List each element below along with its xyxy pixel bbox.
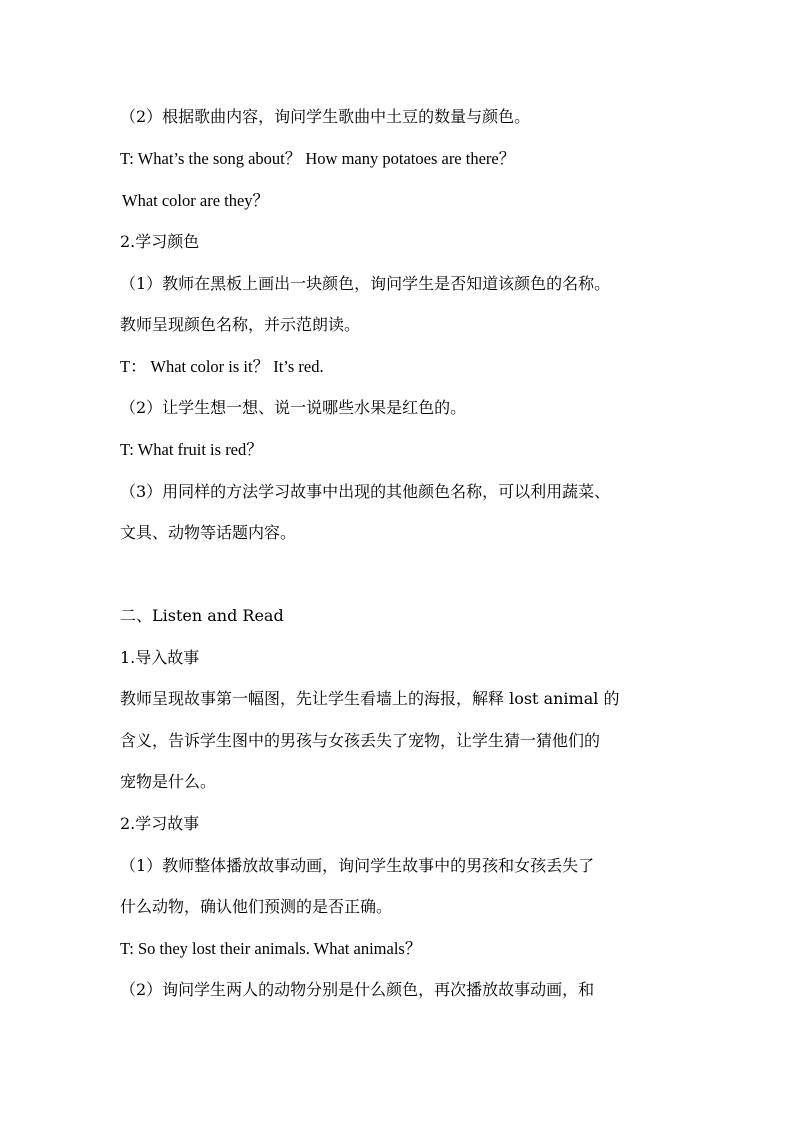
paragraph-line: 含义，告诉学生图中的男孩与女孩丢失了宠物，让学生猜一猜他们的 [120, 731, 601, 750]
paragraph-line: T: So they lost their animals. What animals？ [120, 939, 422, 958]
paragraph-line: （1）教师整体播放故事动画，询问学生故事中的男孩和女孩丢失了 [120, 856, 595, 875]
section-heading: 二、Listen and Read [120, 606, 284, 625]
paragraph-line: （1）教师在黑板上画出一块颜色，询问学生是否知道该颜色的名称。 [120, 274, 611, 293]
paragraph-line: T： What color is it？ It’s red. [120, 357, 324, 376]
section-heading: 1.导入故事 [120, 648, 200, 667]
paragraph-line: 什么动物，确认他们预测的是否正确。 [120, 897, 393, 916]
paragraph-line: （2）询问学生两人的动物分别是什么颜色，再次播放故事动画，和 [120, 980, 595, 999]
paragraph-line: 宠物是什么。 [120, 772, 217, 791]
paragraph-line: （2）让学生想一想、说一说哪些水果是红色的。 [120, 398, 467, 417]
paragraph-line: 教师呈现颜色名称，并示范朗读。 [120, 315, 361, 334]
paragraph-line: T: What fruit is red？ [120, 440, 263, 459]
paragraph-line: （3）用同样的方法学习故事中出现的其他颜色名称，可以利用蔬菜、 [120, 482, 611, 501]
paragraph-line: （2）根据歌曲内容，询问学生歌曲中土豆的数量与颜色。 [120, 107, 531, 126]
paragraph-line: 文具、动物等话题内容。 [120, 523, 297, 542]
paragraph-line: 教师呈现故事第一幅图，先让学生看墙上的海报，解释 lost animal 的 [120, 689, 620, 708]
section-heading: 2.学习颜色 [120, 232, 200, 251]
paragraph-line: What color are they？ [122, 191, 270, 210]
section-heading: 2.学习故事 [120, 814, 200, 833]
paragraph-line: T: What’s the song about？ How many potatoes are there？ [120, 149, 516, 168]
